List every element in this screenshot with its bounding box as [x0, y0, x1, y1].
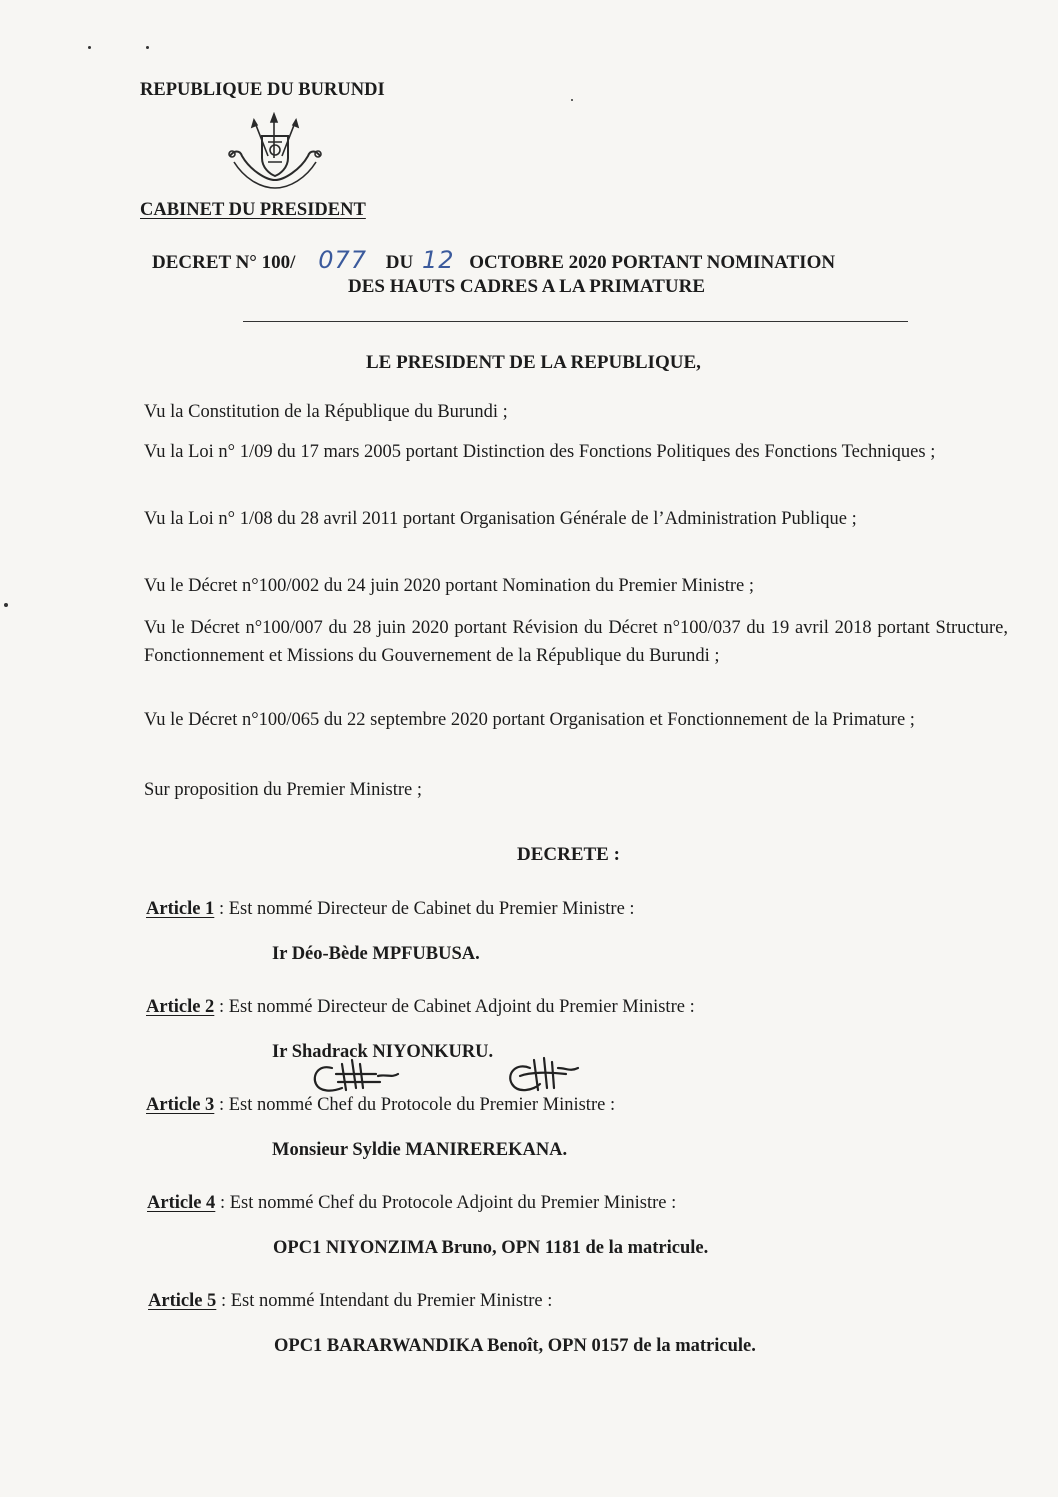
decree-title-rest: OCTOBRE 2020 PORTANT NOMINATION — [469, 252, 836, 273]
article-text: : Est nommé Directeur de Cabinet Adjoint du Premier Ministre : — [214, 997, 695, 1017]
consideration-item: Vu la Loi n° 1/09 du 17 mars 2005 portant Distinction des Fonctions Politiques des Fonctions Techniques ; — [144, 442, 936, 462]
president-heading: LE PRESIDENT DE LA REPUBLIQUE, — [366, 352, 701, 373]
article-text: : Est nommé Directeur de Cabinet du Premier Ministre : — [214, 899, 635, 919]
article-label: Article 4 — [147, 1193, 216, 1213]
article-appointee: OPC1 BARARWANDIKA Benoît, OPN 0157 de la matricule. — [274, 1336, 756, 1356]
article-label: Article 1 — [146, 899, 215, 919]
article-text: : Est nommé Intendant du Premier Ministre : — [216, 1291, 553, 1311]
decree-title-line1 — [152, 246, 835, 274]
republic-title: REPUBLIQUE DU BURUNDI — [140, 80, 385, 100]
cabinet-title: CABINET DU PRESIDENT — [140, 200, 366, 220]
article-2 — [146, 997, 695, 1018]
article-label: Article 3 — [146, 1095, 215, 1115]
consideration-item: Vu la Constitution de la République du Burundi ; — [144, 402, 508, 422]
scan-speck — [4, 603, 8, 607]
article-appointee: Monsieur Syldie MANIREREKANA. — [272, 1140, 568, 1160]
article-text: : Est nommé Chef du Protocole du Premier Ministre : — [214, 1095, 616, 1115]
article-appointee: Ir Déo-Bède MPFUBUSA. — [272, 944, 480, 964]
handwritten-day: 12 — [421, 246, 455, 274]
article-label: Article 2 — [146, 997, 215, 1017]
consideration-item: Vu la Loi n° 1/08 du 28 avril 2011 portant Organisation Générale de l’Administration Publique ; — [144, 509, 857, 529]
article-text: : Est nommé Chef du Protocole Adjoint du Premier Ministre : — [215, 1193, 677, 1213]
scan-speck — [571, 99, 573, 101]
consideration-item: Sur proposition du Premier Ministre ; — [144, 780, 422, 800]
decrete-heading: DECRETE : — [517, 844, 620, 865]
title-divider — [243, 321, 908, 322]
article-appointee: Ir Shadrack NIYONKURU. — [272, 1042, 494, 1062]
article-label: Article 5 — [148, 1291, 217, 1311]
scan-speck — [88, 46, 91, 49]
article-5 — [148, 1291, 552, 1312]
consideration-item: Vu le Décret n°100/002 du 24 juin 2020 portant Nomination du Premier Ministre ; — [144, 576, 755, 596]
article-1 — [146, 899, 635, 920]
consideration-item: Vu le Décret n°100/007 du 28 juin 2020 portant Révision du Décret n°100/037 du 19 avril 2018 portant Structure, Fonctionnement et Missions du Gouvernement de la République du Burundi ; — [144, 618, 1008, 666]
decree-du: DU — [385, 252, 414, 273]
handwritten-initial-signature — [306, 1054, 416, 1098]
handwritten-decree-number: 077 — [318, 246, 367, 274]
decree-title-line2: DES HAUTS CADRES A LA PRIMATURE — [348, 276, 706, 297]
burundi-coat-of-arms-emblem — [224, 112, 326, 198]
article-4 — [147, 1193, 676, 1214]
decree-number-prefix: DECRET N° 100/ — [152, 252, 296, 273]
handwritten-initial-signature — [500, 1050, 590, 1100]
scan-speck — [146, 46, 149, 49]
article-appointee: OPC1 NIYONZIMA Bruno, OPN 1181 de la matricule. — [273, 1238, 709, 1258]
consideration-item: Vu le Décret n°100/065 du 22 septembre 2020 portant Organisation et Fonctionnement de la Primature ; — [144, 710, 915, 730]
